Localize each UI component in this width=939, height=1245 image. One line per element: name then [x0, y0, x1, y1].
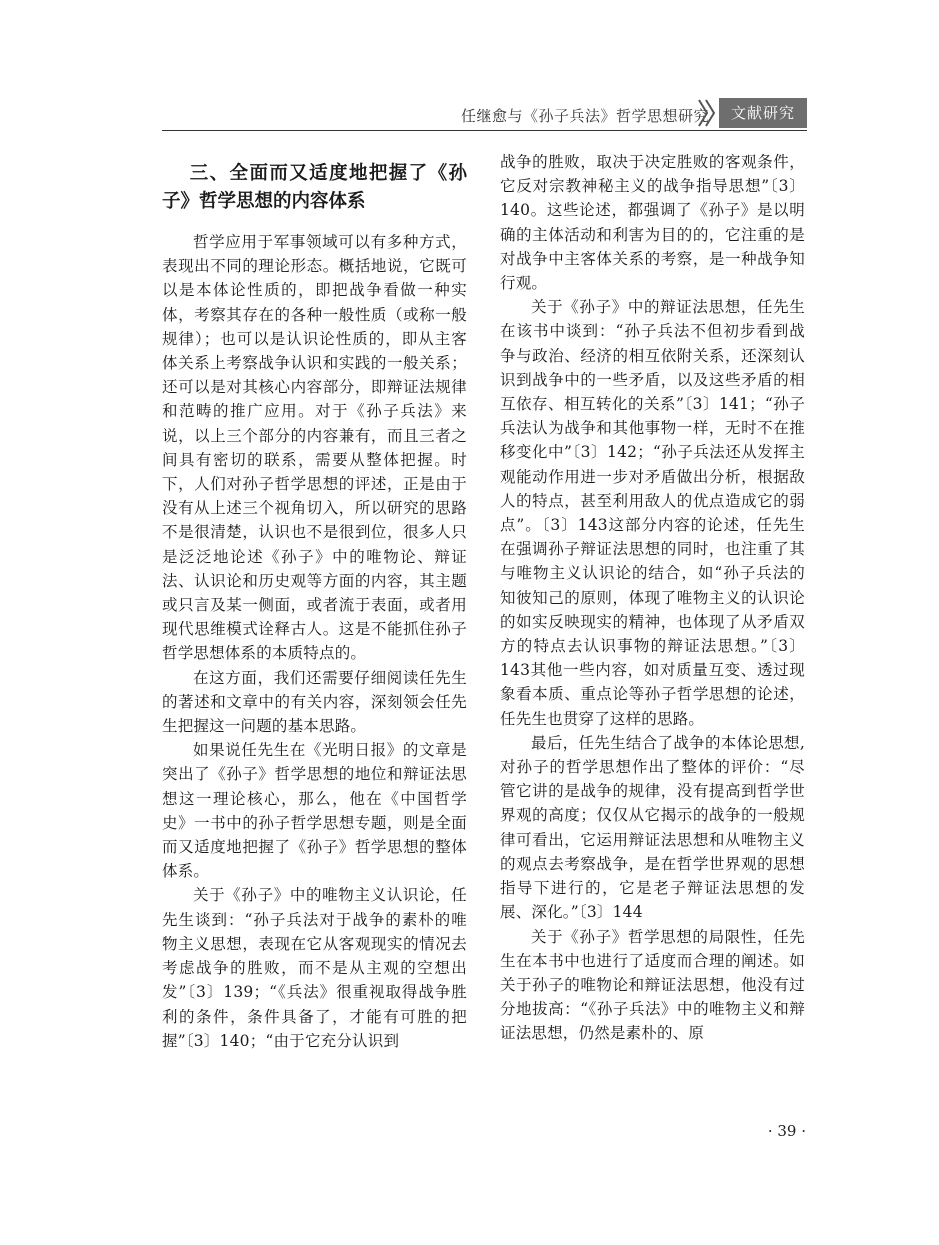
paragraph: 在这方面，我们还需要仔细阅读任先生的著述和文章中的有关内容，深刻领会任先生把握这一问题的基本思路。 [162, 668, 467, 736]
running-header [162, 96, 807, 131]
paragraph: 关于《孙子》中的唯物主义认识论，任先生谈到：“孙子兵法对于战争的素朴的唯物主义思想，表现在它从客观现实的情况去考虑战争的胜败，而不是从主观的空想出发”〔3〕139；“《兵法》很重视取得战争胜利的条件，条件具备了，才能有可胜的把握”〔3〕140；“由于它充分认识到 [162, 886, 467, 1050]
paragraph: 如果说任先生在《光明日报》的文章是突出了《孙子》哲学思想的地位和辩证法思想这一理论核心，那么，他在《中国哲学史》一书中的孙子哲学思想专题，则是全面而又适度地把握了《孙子》哲学思想的整体体系。 [162, 741, 467, 881]
paragraph: 关于《孙子》中的辩证法思想，任先生在该书中谈到：“孙子兵法不但初步看到战争与政治、经济的相互依附关系，还深刻认识到战争中的一些矛盾，以及这些矛盾的相互依存、相互转化的关系”〔3〕141；“孙子兵法认为战争和其他事物一样，无时不在推移变化中”〔3〕142；“孙子兵法还从发挥主观能动作用进一步对矛盾做出分析，根据敌人的特点，甚至利用敌人的优点造成它的弱点”。〔3〕143这部分内容的论述，任先生在强调孙子辩证法思想的同时，也注重了其与唯物主义认识论的结合，如“孙子兵法的知彼知己的原则，体现了唯物主义的认识论的如实反映现实的精神，也体现了从矛盾双方的特点去认识事物的辩证法思想。”〔3〕143其他一些内容，如对质量互变、透过现象看本质、重点论等孙子哲学思想的论述，任先生也贯穿了这样的思路。 [500, 298, 805, 728]
paragraph: 关于《孙子》哲学思想的局限性，任先生在本书中也进行了适度而合理的阐述。如关于孙子的唯物论和辩证法思想，他没有过分地拔高：“《孙子兵法》中的唯物主义和辩证法思想，仍然是素朴的、原 [500, 927, 805, 1043]
paragraph: 最后，任先生结合了战争的本体论思想,对孙子的哲学思想作出了整体的评价：“尽管它讲的是战争的规律，没有提高到哲学世界观的高度；仅仅从它揭示的战争的一般规律可看出，它运用辩证法思想和从唯物主义的观点去考察战争，是在哲学世界观的思想指导下进行的，它是老子辩证法思想的发展、深化。”〔3〕144 [500, 733, 805, 922]
paragraph: 哲学应用于军事领域可以有多种方式，表现出不同的理论形态。概括地说，它既可以是本体论性质的，即把战争看做一种实体，考察其存在的各种一般性质（或称一般规律）；也可以是认识论性质的，即从主客体关系上考察战争认识和实践的一般关系；还可以是对其核心内容部分，即辩证法规律和范畴的推广应用。对于《孙子兵法》来说，以上三个部分的内容兼有，而且三者之间具有密切的联系，需要从整体把握。时下，人们对孙子哲学思想的评述，正是由于没有从上述三个视角切入，所以研究的思路不是很清楚，认识也不是很到位，很多人只是泛泛地论述《孙子》中的唯物论、辩证法、认识论和历史观等方面的内容，其主题或只言及某一侧面，或者流于表面，或者用现代思维模式诠释古人。这是不能抓住孙子哲学思想体系的本质特点的。 [162, 233, 467, 663]
running-title: 任继愈与《孙子兵法》哲学思想研究 [460, 107, 709, 125]
left-column [162, 150, 467, 1053]
section-title: 三、全面而又适度地把握了《孙子》哲学思想的内容体系 [162, 163, 467, 212]
chevron-right-icon [697, 98, 717, 128]
page-number: · 39 · [767, 1122, 806, 1140]
right-column [500, 150, 805, 1046]
section-tag: 文献研究 [719, 98, 807, 128]
paragraph-continuation: 战争的胜败，取决于决定胜败的客观条件，它反对宗教神秘主义的战争指导思想”〔3〕140。这些论述，都强调了《孙子》是以明确的主体活动和利害为目的的，它注重的是对战争中主客体关系的考察，是一种战争知行观。 [500, 153, 805, 293]
